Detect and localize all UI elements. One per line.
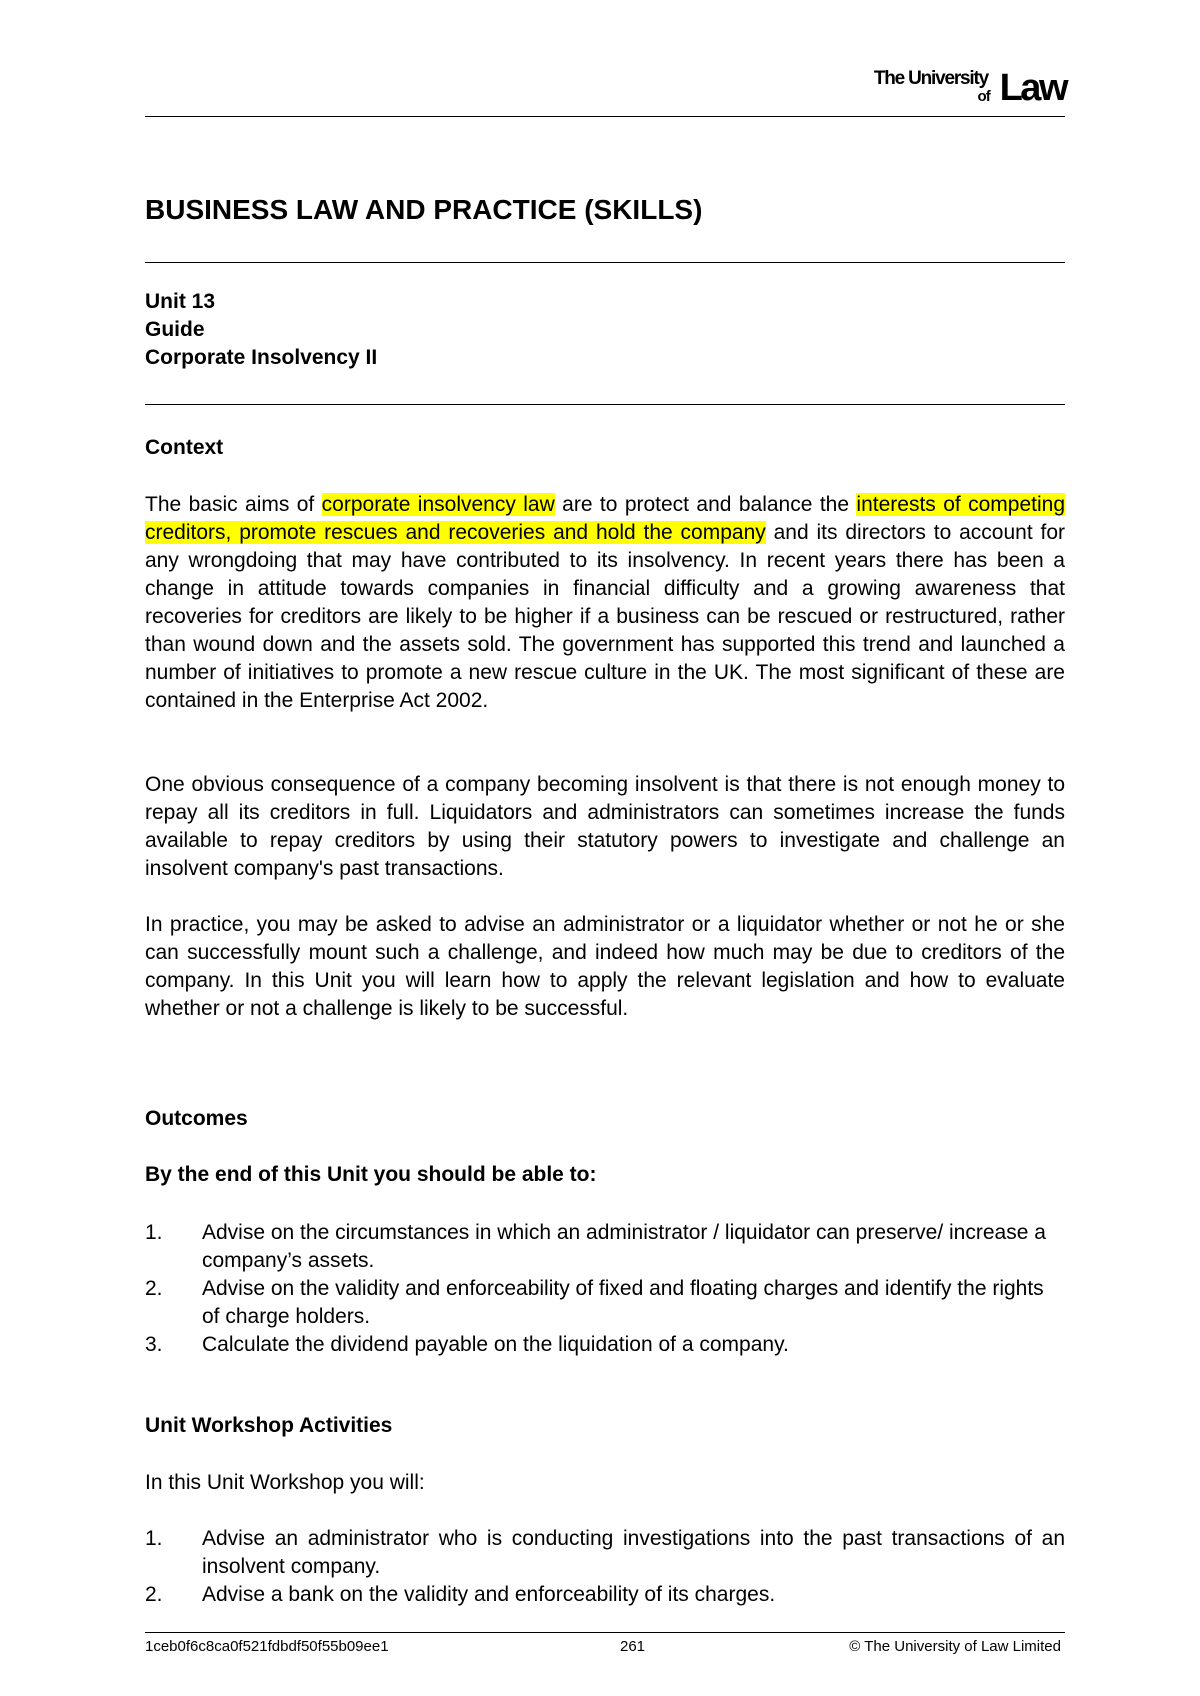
workshop-list [145,1525,1065,1609]
logo-line3: Law [999,67,1066,109]
context-p1-text-3: and its directors to account for any wrongdoing that may have contributed to its insolvency. In recent years there has been a change in attitude towards companies in financial difficulty and a growing awareness that recoveries for creditors are likely to be higher if a business can be rescued or restructured, rather than wound down and the assets sold. The government has supported this trend and launched a number of initiatives to promote a new rescue culture in the UK. The most significant of these are contained in the Enterprise Act 2002. [145,521,1066,712]
footer-page-number: 261 [620,1638,646,1655]
context-p1-text-1: The basic aims of [145,493,322,516]
list-text: Advise on the circumstances in which an administrator / liquidator can preserve/ increase a company’s assets. [202,1221,1046,1272]
context-paragraph-2: One obvious consequence of a company becoming insolvent is that there is not enough money to repay all its creditors in full. Liquidators and administrators can sometimes increase the funds available to repay creditors by using their statutory powers to investigate and challenge an insolvent company's past transactions. [145,773,1065,880]
logo-line1: The University [873,68,988,89]
workshop-heading: Unit Workshop Activities [145,1414,393,1437]
list-text: Advise on the validity and enforceability of fixed and floating charges and identify the rights of charge holders. [202,1277,1044,1328]
context-paragraph-3: In practice, you may be asked to advise an administrator or a liquidator whether or not he or she can successfully mount such a challenge, and indeed how much may be due to creditors of the company. In this Unit you will learn how to apply the relevant legislation and how to evaluate whether or not a challenge is likely to be successful. [145,913,1065,1020]
context-paragraph-1 [145,491,1065,715]
list-number: 3. [145,1333,163,1356]
context-heading: Context [145,436,224,459]
outcomes-intro: By the end of this Unit you should be able to: [145,1163,597,1186]
list-number: 2. [145,1277,163,1300]
unit-guide: Guide [145,318,205,341]
footer-document-code: 1ceb0f6c8ca0f521fdbdf50f55b09ee1 [145,1638,389,1655]
university-logo [856,64,1066,108]
list-item [145,1525,1065,1581]
unit-number: Unit 13 [145,290,216,313]
list-number: 1. [145,1221,163,1244]
list-item [145,1275,1065,1331]
unit-topic: Corporate Insolvency II [145,346,378,369]
footer-copyright: © The University of Law Limited [849,1638,1061,1655]
footer-rule [145,1632,1065,1633]
document-title: BUSINESS LAW AND PRACTICE (SKILLS) [145,194,703,225]
list-item [145,1219,1065,1275]
list-item [145,1331,1065,1359]
outcomes-heading: Outcomes [145,1107,248,1130]
header-rule [145,116,1065,117]
context-p1-text-2: are to protect and balance the [554,493,857,516]
workshop-intro: In this Unit Workshop you will: [145,1471,425,1494]
list-text: Advise an administrator who is conducting investigations into the past transactions of an insolvent company. [202,1527,1065,1578]
unit-rule [145,404,1065,405]
list-number: 2. [145,1583,163,1606]
list-number: 1. [145,1527,163,1550]
list-text: Calculate the dividend payable on the liquidation of a company. [202,1333,789,1356]
context-p1-highlight-2: interests of competing creditors, promote rescues and recoveries and hold the company [145,493,1065,544]
list-item [145,1581,1065,1609]
context-p1-highlight-1: corporate insolvency law [321,493,555,516]
title-rule [145,262,1065,263]
logo-line2: of [977,88,990,105]
outcomes-list [145,1219,1065,1359]
list-text: Advise a bank on the validity and enforceability of its charges. [202,1583,776,1606]
unit-block [145,288,377,372]
